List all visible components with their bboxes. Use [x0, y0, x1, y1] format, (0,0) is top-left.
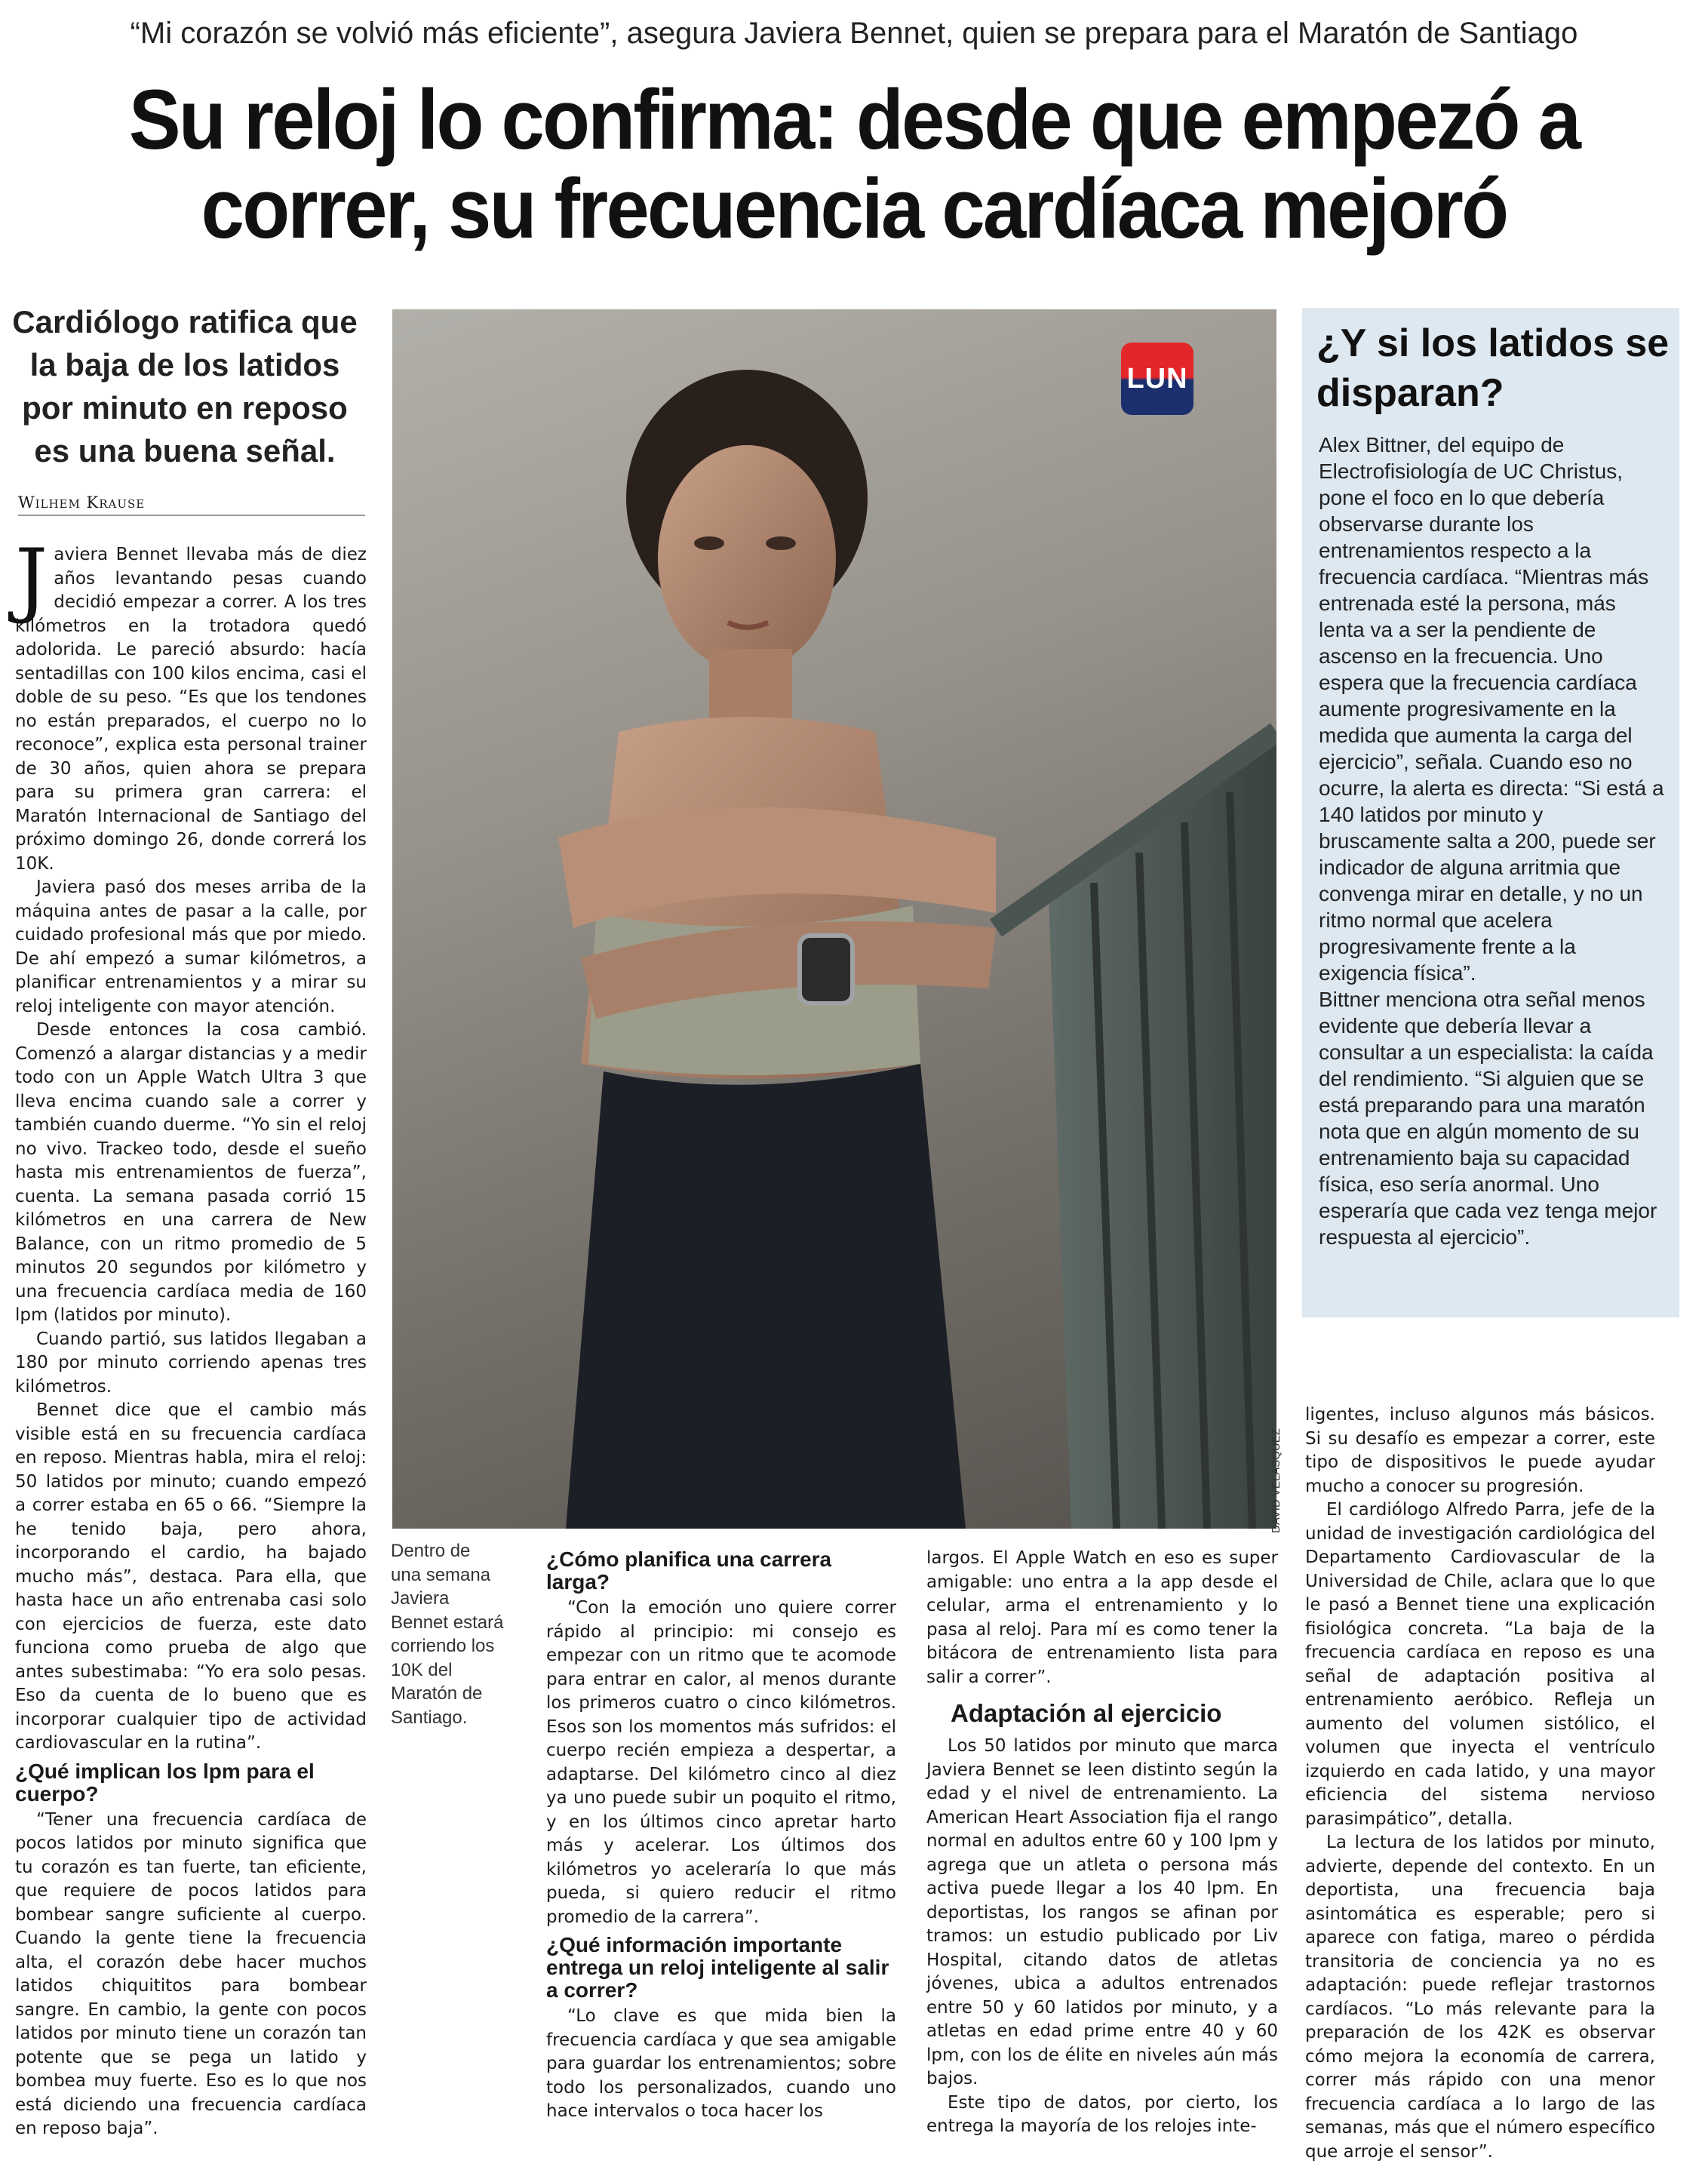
photo-caption: Dentro de una semana Javiera Bennet estará corriendo los 10K del Maratón de Santiago. [391, 1541, 504, 1728]
question-heading: ¿Cómo planifica una carrera larga? [546, 1547, 832, 1594]
sidebar-paragraph: Alex Bittner, del equipo de Electrofisiología de UC Christus, pone el foco en lo que debería observarse durante los entrenamientos respecto a la frecuencia cardíaca. “Mientras más entrenada esté la persona, más lenta va a ser la pendiente de ascenso en la frecuencia. Uno espera que la frecuencia cardíaca aumente progresivamente en la medida que aumenta la carga del ejercicio”, señala. Cuando eso no ocurre, la alerta es directa: “Si está a 140 latidos por minuto y bruscamente salta a 200, puede ser indicador de alguna arritmia que convenga mirar en detalle, y no un ritmo normal que acelera progresivamente frente a la exigencia física”. [1319, 433, 1664, 985]
lun-logo [1121, 343, 1193, 415]
paragraph: La lectura de los latidos por minuto, advierte, depende del contexto. En un deportista, una frecuencia baja asintomática es esperable; pero si aparece con fatiga, mareo o pérdida transitoria de conciencia ya no es adaptación: puede reflejar trastornos cardíacos. “Lo más relevante para la preparación de los 42K es observar cómo mejora la economía de carrera, correr más rápido con una menor frecuencia cardíaca a lo largo de las semanas, más que el número específico que arroje el sensor”. [1305, 1833, 1655, 2162]
question-heading: ¿Qué implican los lpm para el cuerpo? [15, 1759, 315, 1806]
sidebar-body [1319, 432, 1667, 1250]
paragraph [15, 532, 367, 876]
article-column-1 [15, 532, 367, 2141]
paragraph: Este tipo de datos, por cierto, los entrega la mayoría de los relojes inte- [926, 2092, 1278, 2136]
photo-credit: DAVID VELÁSQUEZ [1270, 1428, 1283, 1533]
paragraph: Bennet dice que el cambio más visible está en su frecuencia cardíaca en reposo. Mientras habla, mira el reloj: 50 latidos por minuto; cuando empezó a correr estaba en 65 o 66. “Siempre la he tenido baja, pero ahora, incorporando el cardio, ha bajado mucho más”, destaca. Para ella, que hasta hace un año entrenaba casi solo con ejercicios de fuerza, este dato funciona como prueba de algo que antes subestimaba: “Yo era solo pesas. Eso da cuenta de lo bueno que es incorporar cualquier tipo de actividad cardiovascular en la rutina”. [15, 1400, 367, 1753]
headline-line-2: correr, su frecuencia cardíaca mejoró [201, 161, 1507, 256]
runner-illustration [392, 309, 1276, 1529]
paragraph: El cardiólogo Alfredo Parra, jefe de la unidad de investigación cardiológica del Departamento Cardiovascular de la Universidad de Chile, aclara que lo que le pasó a Bennet tiene una explicación fisiológica concreta. “La baja de la frecuencia cardíaca en reposo es una señal de adaptación positiva al entrenamiento aeróbico. Refleja un aumento del volumen sistólico, el volumen que inyecta el ventrículo izquierdo en cada latido, y una mayor eficiencia del sistema nervioso parasimpático”, detalla. [1305, 1500, 1655, 1829]
article-column-3 [926, 1547, 1278, 2139]
paragraph: “Con la emoción uno quiere correr rápido al principio: mi consejo es empezar con un ritmo que te acomode para entrar en calor, al menos durante los primeros cuatro o cinco kilómetros. Esos son los momentos más sufridos: el cuerpo recién empieza a despertar, a adaptarse. Del kilómetro cinco al diez ya uno puede subir un poquito el ritmo, y en los últimos cinco apretar harto más y acelerar. Los últimos dos kilómetros yo aceleraría lo que más pueda, si quiero reducir el ritmo promedio de la carrera”. [546, 1598, 896, 1927]
sidebar-paragraph: Bittner menciona otra señal menos evidente que debería llevar a consultar a un especialista: la caída del rendimiento. “Si alguien que se está preparando para una maratón nota que en algún momento de su entrenamiento baja su capacidad física, eso sería anormal. Uno esperaría que cada vez tenga mejor respuesta al ejercicio”. [1319, 988, 1657, 1249]
paragraph: Desde entonces la cosa cambió. Comenzó a alargar distancias y a medir todo con un Apple Watch Ultra 3 que lleva encima cuando sale a correr y también cuando duerme. “Yo sin el reloj no vivo. Trackeo todo, desde el sueño hasta mis entrenamientos de fuerza”, cuenta. La semana pasada corrió 15 kilómetros en una carrera de New Balance, con un ritmo promedio de 5 minutos 20 segundos por kilómetro y una frecuencia cardíaca media de 160 lpm (latidos por minuto). [15, 1020, 367, 1325]
lun-logo-text: LUN [1126, 362, 1188, 395]
photo-runner [392, 309, 1276, 1529]
sidebar-title: ¿Y si los latidos se disparan? [1316, 321, 1670, 415]
article-column-4 [1305, 1403, 1655, 2164]
paragraph: Los 50 latidos por minuto que marca Javiera Bennet se leen distinto según la edad y el nivel de entrenamiento. La American Heart Association fija el rango normal en adultos entre 60 y 100 lpm y agrega que un atleta o persona más activa puede llegar a los 40 lpm. En deportistas, los rangos se afinan por tramos: un estudio publicado por Liv Hospital, citando datos de atletas jóvenes, ubica a adultos entrenados entre 50 y 60 latidos por minuto, y a atletas en edad prime entre 40 y 60 lpm, con los de élite en niveles aún más bajos. [926, 1736, 1278, 2088]
paragraph: ligentes, incluso algunos más básicos. Si su desafío es empezar a correr, este tipo de dispositivos le puede ayudar mucho a conocer su progresión. [1305, 1405, 1655, 1496]
question-heading: ¿Qué información importante entrega un reloj inteligente al salir a correr? [546, 1933, 889, 2002]
section-heading: Adaptación al ejercicio [951, 1699, 1222, 1727]
article-column-2 [546, 1544, 896, 2124]
headline [96, 72, 1611, 256]
paragraph: “Tener una frecuencia cardíaca de pocos latidos por minuto significa que tu corazón es tan fuerte, tan eficiente, que requiere de pocos latidos para bombear sangre suficiente al cuerpo. Cuando la gente tiene la frecuencia alta, el corazón debe hacer muchos latidos chiquititos para bombear sangre. En cambio, la gente con pocos latidos por minuto tiene un corazón tan potente que se pega un latido y bombea muy fuerte. Eso es lo que nos está diciendo una frecuencia cardíaca en reposo baja”. [15, 1809, 367, 2138]
paragraph-text: aviera Bennet llevaba más de diez años levantando pesas cuando decidió empezar a correr. A los tres kilómetros en la trotadora quedó adolorida. Le pareció absurdo: hacía sentadillas con 100 kilos encima, casi el doble de su peso. “Es que los tendones no están preparados, el cuerpo no lo reconoce”, explica esta personal trainer de 30 años, quien ahora se prepara para su primera gran carrera: el Maratón Internacional de Santiago del próximo domingo 26, donde correrá los 10K. [15, 545, 367, 874]
paragraph: Javiera pasó dos meses arriba de la máquina antes de pasar a la calle, por cuidado profesional más que por miedo. De ahí empezó a sumar kilómetros, a planificar entrenamientos y a mirar su reloj inteligente con mayor atención. [15, 877, 367, 1016]
headline-line-1: Su reloj lo confirma: desde que empezó a [128, 72, 1580, 167]
dropcap: J [15, 532, 48, 626]
paragraph: largos. El Apple Watch en eso es super amigable: uno entra a la app desde el celular, arma el entrenamiento y lo pasa al reloj. Para mí es como tener la bitácora de entrenamiento lista para salir a correr”. [926, 1548, 1278, 1687]
paragraph: “Lo clave es que mida bien la frecuencia cardíaca y que sea amigable para guardar los entrenamientos; sobre todo los personalizados, cuando uno hace intervalos o toca hacer los [546, 2006, 896, 2121]
paragraph: Cuando partió, sus latidos llegaban a 180 por minuto corriendo apenas tres kilómetros. [15, 1329, 367, 1397]
kicker: “Mi corazón se volvió más eficiente”, asegura Javiera Bennet, quien se prepara para el Maratón de Santiago [130, 17, 1578, 50]
byline: Wilhem Krause [18, 493, 365, 516]
subhead: Cardiólogo ratifica que la baja de los latidos por minuto en reposo es una buena señal. [12, 304, 358, 469]
